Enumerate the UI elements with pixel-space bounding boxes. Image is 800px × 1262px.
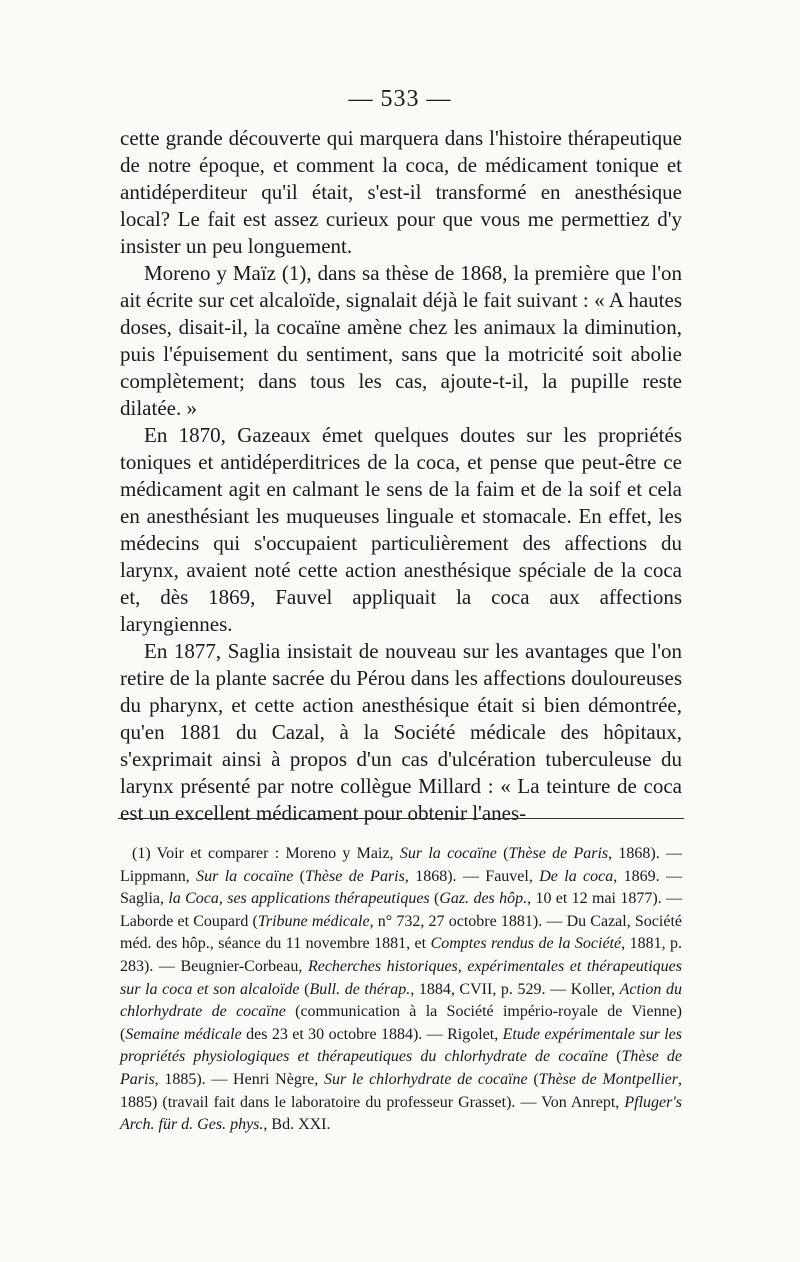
footnotes: [120, 843, 682, 1137]
page-number: — 533 —: [348, 86, 452, 112]
paragraph-4: En 1877, Saglia insistait de nouveau sur les avantages que l'on retire de la plante sacrée du Pérou dans les affections douloureuses du pharynx, et cette action anesthésique était si bien démontrée, qu'en 1881 du Cazal, à la Société médicale des hôpitaux, s'exprimait ainsi à propos d'un cas d'ulcération tuberculeuse du larynx présenté par notre collègue Millard : « La teinture de coca est un excellent médicament pour obtenir l'anes-: [120, 639, 682, 825]
paragraph-3: En 1870, Gazeaux émet quelques doutes sur les propriétés toniques et antidéperditrices de la coca, et pense que peut-être ce médicament agit en calmant le sens de la faim et de la soif et cela en anesthésiant les muqueuses linguale et stomacale. En effet, les médecins qui s'occupaient particulièrement des affections du larynx, avaient noté cette action anesthésique spéciale de la coca et, dès 1869, Fauvel appliquait la coca aux affections laryngiennes.: [120, 423, 682, 636]
main-text: [120, 125, 682, 827]
paragraph-1: cette grande découverte qui marquera dans l'histoire thérapeutique de notre époque, et comment la coca, de médicament tonique et antidéperditeur qu'il était, s'est-il transformé en anesthésique local? Le fait est assez curieux pour que vous me permettiez d'y insister un peu longuement.: [120, 126, 682, 258]
footnote-divider: [118, 818, 684, 819]
footnote-1: (1) Voir et comparer : Moreno y Maiz, Sur la cocaïne (Thèse de Paris, 1868). — Lippmann, Sur la cocaïne (Thèse de Paris, 1868). — Fauvel, De la coca, 1869. — Saglia, la Coca, ses applications thérapeutiques (Gaz. des hôp., 10 et 12 mai 1877). — Laborde et Coupard (Tribune médicale, n° 732, 27 octobre 1881). — Du Cazal, Société méd. des hôp., séance du 11 novembre 1881, et Comptes rendus de la Société, 1881, p. 283). — Beugnier-Corbeau, Recherches historiques, expérimentales et thérapeutiques sur la coca et son alcaloïde (Bull. de thérap., 1884, CVII, p. 529. — Koller, Action du chlorhydrate de cocaïne (communication à la Société império-royale de Vienne) (Semaine médicale des 23 et 30 octobre 1884). — Rigolet, Etude expérimentale sur les propriétés physiologiques et thérapeutiques du chlorhydrate de cocaïne (Thèse de Paris, 1885). — Henri Nègre, Sur le chlorhydrate de cocaïne (Thèse de Montpellier, 1885) (travail fait dans le laboratoire du professeur Grasset). — Von Anrept, Pfluger's Arch. für d. Ges. phys., Bd. XXI.: [120, 845, 683, 1134]
paragraph-2: Moreno y Maïz (1), dans sa thèse de 1868, la première que l'on ait écrite sur cet alcaloïde, signalait déjà le fait suivant : « A hautes doses, disait-il, la cocaïne amène chez les animaux la diminution, puis l'épuisement du sentiment, sans que la motricité soit abolie complètement; dans tous les cas, ajoute-t-il, la pupille reste dilatée. »: [120, 261, 682, 420]
